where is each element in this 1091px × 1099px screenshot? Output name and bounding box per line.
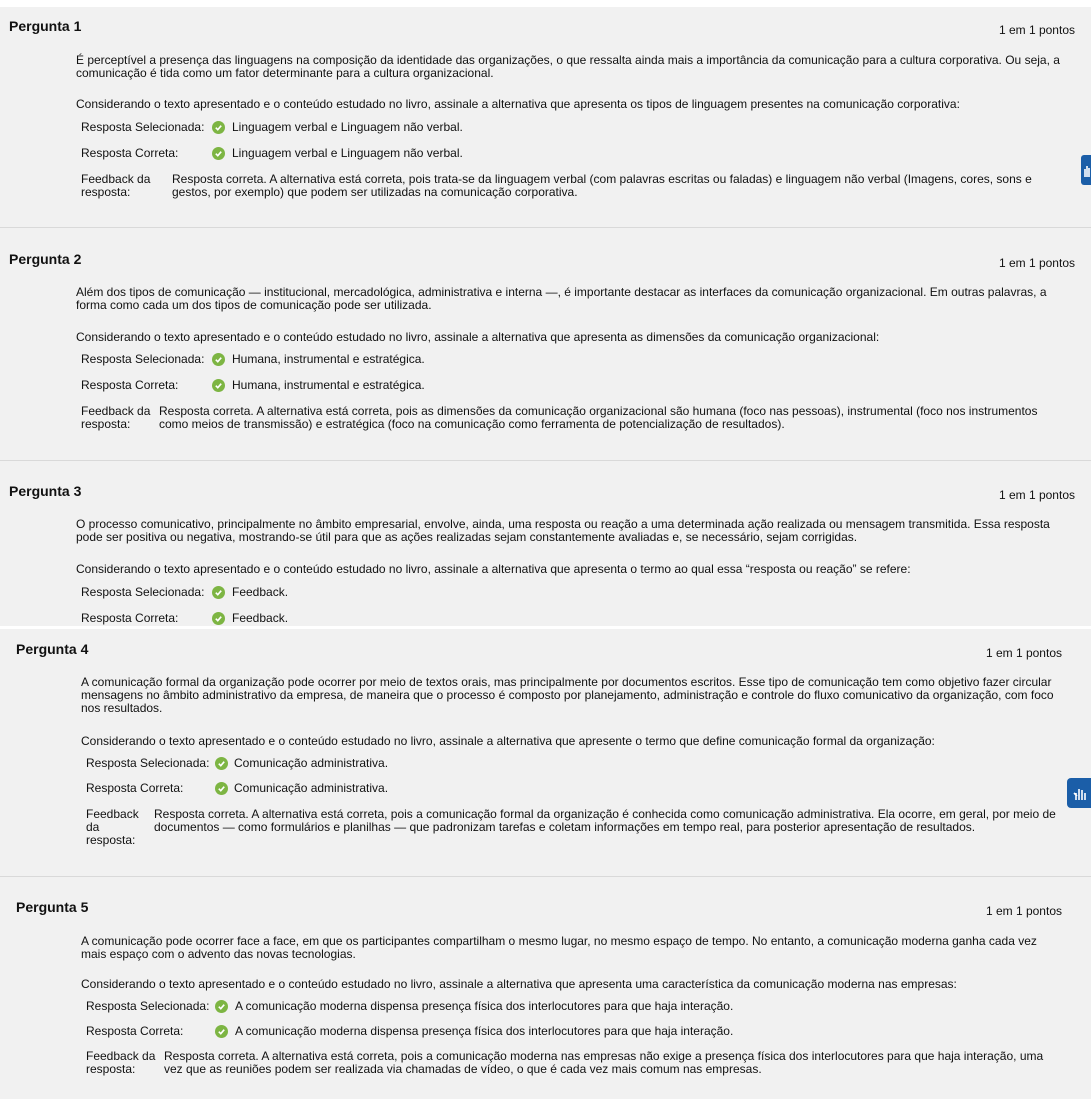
feedback-label-line2: da — [86, 820, 100, 834]
feedback-label-line2: resposta: — [81, 417, 131, 431]
correct-answer-label: Resposta Correta: — [81, 146, 179, 160]
accessibility-button[interactable] — [1081, 155, 1091, 185]
correct-answer-label: Resposta Correta: — [86, 1024, 184, 1038]
correct-answer: Humana, instrumental e estratégica. — [232, 378, 425, 392]
selected-answer: Feedback. — [232, 585, 289, 599]
question-3 — [0, 471, 1091, 626]
correct-answer-label: Resposta Correta: — [81, 611, 179, 625]
check-icon — [215, 782, 228, 795]
feedback-label-line1: Feedback da — [86, 1049, 156, 1063]
correct-answer-label: Resposta Correta: — [86, 781, 184, 795]
check-icon — [212, 121, 225, 134]
question-text: A comunicação formal da organização pode ocorrer por meio de textos orais, mas principalmente por documentos escritos. Esse tipo de comunicação tem como objetivo fazer circular mensagens no âmbito administrativo da empresa, de maneira que o processo é composto por planejamento, administração e controle do fluxo comunicativo da organização, com foco nos resultados. — [81, 675, 1054, 715]
question-title: Pergunta 2 — [9, 251, 82, 267]
accessibility-button[interactable] — [1067, 778, 1091, 808]
hand-icon — [1082, 162, 1091, 178]
check-icon — [212, 147, 225, 160]
question-text: O processo comunicativo, principalmente no âmbito empresarial, envolve, ainda, uma resposta ou reação a uma determinada ação realizada ou mensagem transmitida. Essa resposta pode ser positiva ou negativa, mostrando-se útil para que as ações realizadas sejam constantemente avaliadas e, se necessário, sejam corrigidas. — [76, 517, 1050, 544]
question-prompt: Considerando o texto apresentado e o conteúdo estudado no livro, assinale a alternativa que apresenta as dimensões da comunicação organizacional: — [76, 330, 880, 344]
selected-answer: Linguagem verbal e Linguagem não verbal. — [232, 120, 463, 134]
feedback-label-line1: Feedback da — [81, 172, 151, 186]
feedback-label — [86, 808, 139, 847]
correct-answer: Comunicação administrativa. — [234, 781, 389, 795]
selected-answer: A comunicação moderna dispensa presença física dos interlocutores para que haja interação. — [235, 999, 734, 1013]
divider — [0, 460, 1091, 461]
selected-answer-label: Resposta Selecionada: — [81, 352, 205, 366]
question-1 — [0, 7, 1091, 227]
feedback-label-line1: Feedback — [86, 807, 139, 821]
question-5 — [0, 887, 1091, 1099]
divider — [0, 876, 1091, 877]
question-title: Pergunta 4 — [16, 641, 89, 657]
check-icon — [215, 757, 228, 770]
feedback-label-line2: resposta: — [86, 1062, 136, 1076]
feedback-label-line1: Feedback da — [81, 404, 151, 418]
check-icon — [212, 379, 225, 392]
check-icon — [212, 353, 225, 366]
feedback-label-line3: resposta: — [86, 833, 136, 847]
selected-answer: Humana, instrumental e estratégica. — [232, 352, 425, 366]
feedback-text: Resposta correta. A alternativa está correta, pois a comunicação moderna nas empresas não exige a presença física dos interlocutores para que haja interação, uma vez que as reuniões podem ser realizada via chamadas de vídeo, o que é cada vez mais comum nas empresas. — [164, 1049, 1044, 1076]
hand-icon — [1071, 784, 1089, 802]
question-title: Pergunta 1 — [9, 18, 82, 34]
selected-answer-label: Resposta Selecionada: — [86, 999, 210, 1013]
check-icon — [212, 586, 225, 599]
feedback-text: Resposta correta. A alternativa está correta, pois trata-se da linguagem verbal (com palavras escritas ou faladas) e linguagem não verbal (Imagens, cores, sons e gestos, por exemplo) que podem ser utilizadas na comunicação corporativa. — [172, 172, 1032, 199]
feedback-label — [86, 1050, 155, 1076]
question-points: 1 em 1 pontos — [998, 488, 1075, 502]
check-icon — [215, 1000, 228, 1013]
check-icon — [215, 1025, 228, 1038]
question-text: É perceptível a presença das linguagens na composição da identidade das organizações, o que ressalta ainda mais a importância da comunicação para a cultura corporativa. Ou seja, a comunicação é tida como um fator determinante para a cultura organizacional. — [76, 53, 1060, 80]
selected-answer-label: Resposta Selecionada: — [86, 756, 210, 770]
selected-answer-label: Resposta Selecionada: — [81, 585, 205, 599]
feedback-text: Resposta correta. A alternativa está correta, pois as dimensões da comunicação organizacional são humana (foco nas pessoas), instrumental (foco nos instrumentos como meios de transmissão) e estratégica (foco na comunicação como ferramenta de potencialização de resultados). — [159, 404, 1038, 431]
selected-answer-label: Resposta Selecionada: — [81, 120, 205, 134]
question-points: 1 em 1 pontos — [998, 23, 1075, 37]
feedback-text: Resposta correta. A alternativa está correta, pois a comunicação formal da organização é conhecida como comunicação administrativa. Ela ocorre, em geral, por meio de documentos — como formulários e planilhas — que padronizam tarefas e coletam informações em tempo real, para posterior apresentação de resultados. — [154, 807, 1056, 834]
question-prompt: Considerando o texto apresentado e o conteúdo estudado no livro, assinale a alternativa que apresente o termo que define comunicação formal da organização: — [81, 734, 935, 748]
question-title: Pergunta 5 — [16, 899, 89, 915]
question-text: A comunicação pode ocorrer face a face, em que os participantes compartilham o mesmo lugar, no mesmo espaço de tempo. No entanto, a comunicação moderna ganha cada vez mais espaço com o advento das novas tecnologias. — [81, 934, 1037, 961]
question-2 — [0, 239, 1091, 459]
question-prompt: Considerando o texto apresentado e o conteúdo estudado no livro, assinale a alternativa que apresenta o termo ao qual essa “resposta ou reação” se refere: — [76, 562, 911, 576]
top-gap — [0, 0, 1091, 7]
divider — [0, 227, 1091, 228]
feedback-label-line2: resposta: — [81, 185, 131, 199]
question-points: 1 em 1 pontos — [985, 646, 1062, 660]
question-4 — [0, 629, 1091, 876]
selected-answer: Comunicação administrativa. — [234, 756, 389, 770]
question-points: 1 em 1 pontos — [985, 904, 1062, 918]
correct-answer-label: Resposta Correta: — [81, 378, 179, 392]
correct-answer: Feedback. — [232, 611, 289, 625]
question-prompt: Considerando o texto apresentado e o conteúdo estudado no livro, assinale a alternativa que apresenta os tipos de linguagem presentes na comunicação corporativa: — [76, 97, 960, 111]
feedback-label — [81, 173, 150, 199]
question-title: Pergunta 3 — [9, 483, 82, 499]
question-prompt: Considerando o texto apresentado e o conteúdo estudado no livro, assinale a alternativa que apresenta uma característica da comunicação moderna nas empresas: — [81, 977, 957, 991]
correct-answer: Linguagem verbal e Linguagem não verbal. — [232, 146, 463, 160]
question-points: 1 em 1 pontos — [998, 256, 1075, 270]
question-text: Além dos tipos de comunicação — institucional, mercadológica, administrativa e interna —, é importante destacar as interfaces da comunicação organizacional. Em outras palavras, a forma como cada um dos tipos de comunicação pode ser utilizada. — [76, 285, 1047, 312]
correct-answer: A comunicação moderna dispensa presença física dos interlocutores para que haja interação. — [235, 1024, 734, 1038]
feedback-label — [81, 405, 150, 431]
check-icon — [212, 612, 225, 625]
